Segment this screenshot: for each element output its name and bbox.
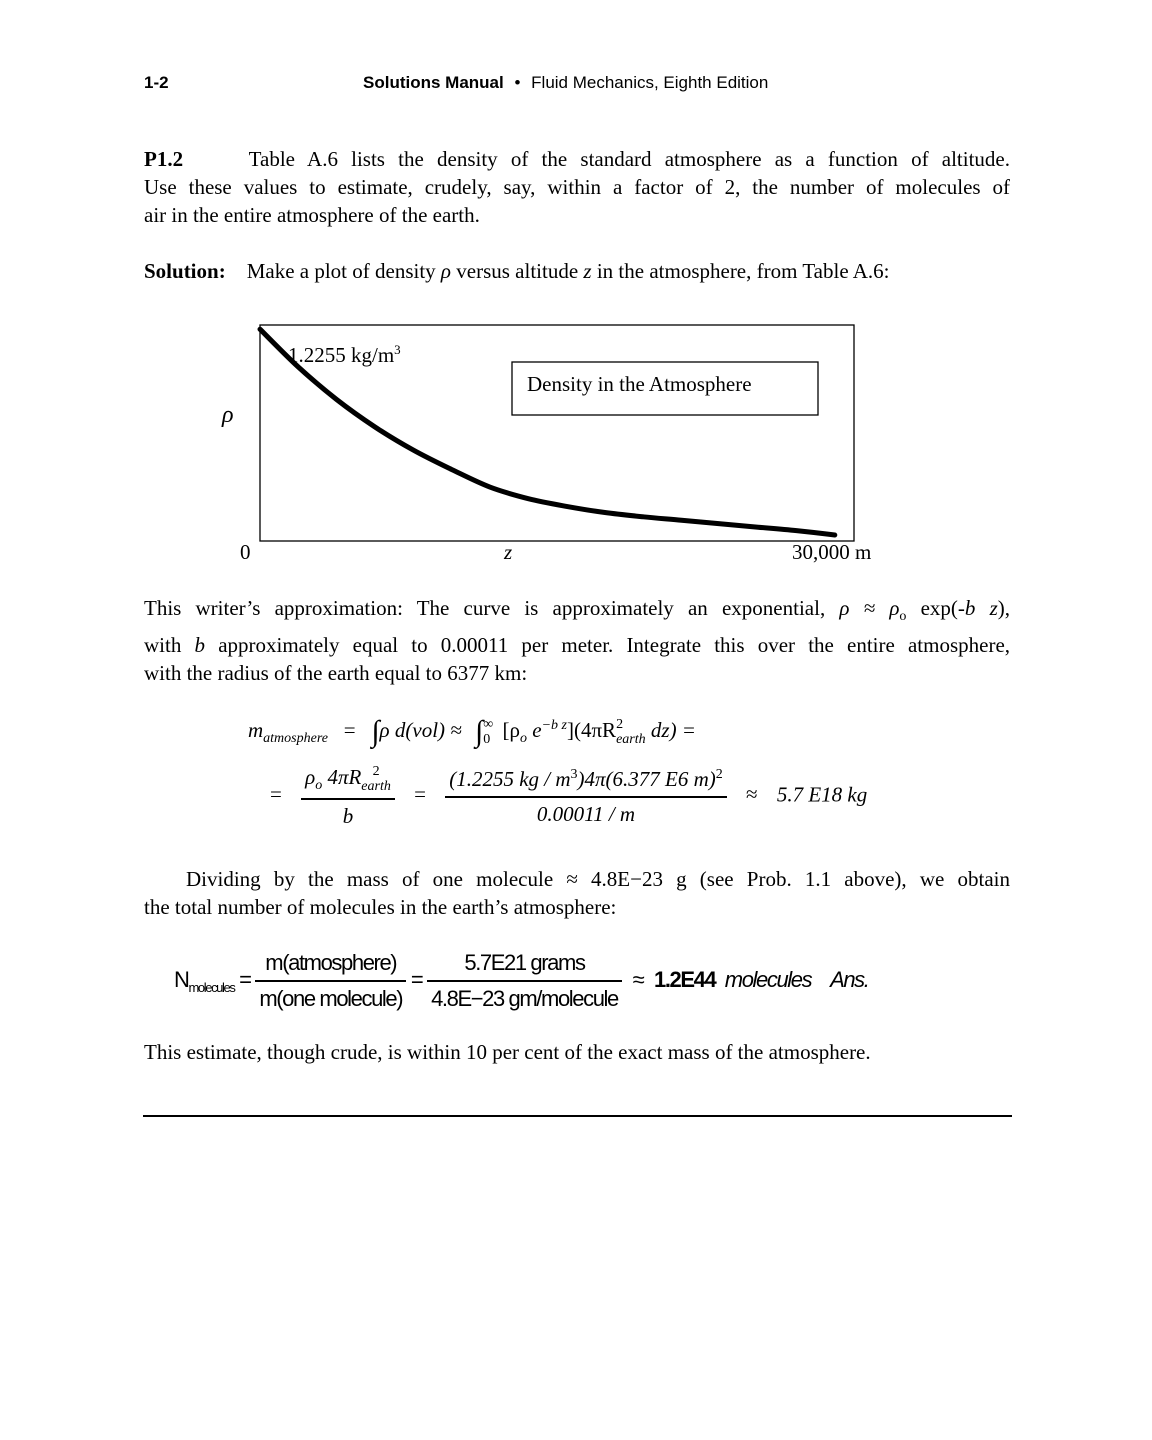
bottom-rule xyxy=(143,1115,1012,1117)
solution-label: Solution: xyxy=(144,259,226,283)
divide-line-2: the total number of molecules in the earth’s atmosphere: xyxy=(144,895,617,919)
molecule-answer: 1.2E44 xyxy=(654,966,716,992)
solution-line: Solution: Make a plot of density ρ versus altitude z in the atmosphere, from Table A.6: xyxy=(144,259,890,283)
x-axis-label: z xyxy=(504,540,513,564)
problem-line-3: air in the entire atmosphere of the earth. xyxy=(144,203,480,227)
x-max-label: 30,000 m xyxy=(792,540,872,564)
header-bullet: • xyxy=(514,73,521,92)
answer-mark: Ans. xyxy=(830,966,869,992)
problem-line-2: Use these values to estimate, crudely, say, within a factor of 2, the number of molecules of xyxy=(144,175,1010,199)
approx-line-1: This writer’s approximation: The curve is approximately an exponential, $\rho \approx \rho_o$ exp(-b z), xyxy=(144,596,1011,625)
page-number: 1-2 xyxy=(144,73,169,92)
mass-result: 5.7 E18 kg xyxy=(776,782,868,807)
approximation-paragraph xyxy=(144,594,1010,687)
approx-line-3: with the radius of the earth equal to 6377 km: xyxy=(144,661,528,686)
problem-label: P1.2 xyxy=(144,147,184,171)
book-title: Fluid Mechanics, Eighth Edition xyxy=(531,73,769,92)
molecule-unit: molecules xyxy=(724,966,812,992)
fraction-numeric: $\frac{(1.2255 kg / m^3)4\pi(6.377 E6 m)^2}{0.00011 / m}$ xyxy=(445,767,727,827)
approx-line-2: with b approximately equal to 0.00011 per meter. Integrate this over the entire atmosphere, xyxy=(144,633,1011,658)
x-min-label: 0 xyxy=(240,540,251,564)
divide-line-1: Dividing by the mass of one molecule ≈ 4.8E−23 g (see Prob. 1.1 above), we obtain xyxy=(186,867,1010,891)
fraction-rho-over-b: $\rho_o$ 4πR 2 earth b xyxy=(301,764,395,829)
fraction-grams: $\frac{\text{5.7E21 grams}}{\text{4.8E−23 gm/molecule}}$ xyxy=(427,950,622,1012)
peak-label: 1.2255 $kg/m^3$ xyxy=(288,342,401,367)
mass-result-equation: = $\rho_o$ 4πR 2 earth b = $\frac{(1.2255 kg / m^3)4\pi(6.377 E6 m)^2}{0.00011 / m}$ ≈ 5.7 E18 kg xyxy=(270,764,868,828)
fraction-masses: $\frac{\text{m(atmosphere)}}{\text{m(one molecule)}}$ xyxy=(255,950,406,1012)
problem-line-1: P1.2 Table A.6 lists the density of the standard atmosphere as a function of altitude. xyxy=(144,147,1010,171)
molecule-count-equation: $N_{molecules}$ = $\frac{\text{m(atmosphere)}}{\text{m(one molecule)}}$ = $\frac{\text{5.7E21 grams}}{\text{4.8E−23 gm/molecule}}$ ≈ 1.2E44 molecules Ans. xyxy=(174,950,869,1011)
dividing-paragraph xyxy=(144,865,1010,921)
manual-title: Solutions Manual xyxy=(363,73,504,92)
closing-line: This estimate, though crude, is within 10 per cent of the exact mass of the atmosphere. xyxy=(144,1040,871,1064)
mass-integral-equation: $m_{atmosphere}$ = ∫ρ d(vol) ≈ ∫ ∞ 0 [$\rho_o$ $e^{-b z}](4\pi R$ 2 earth dz) = xyxy=(248,715,696,748)
density-chart xyxy=(0,0,1152,580)
y-axis-label: ρ xyxy=(222,402,234,428)
chart-title: Density in the Atmosphere xyxy=(527,372,752,396)
